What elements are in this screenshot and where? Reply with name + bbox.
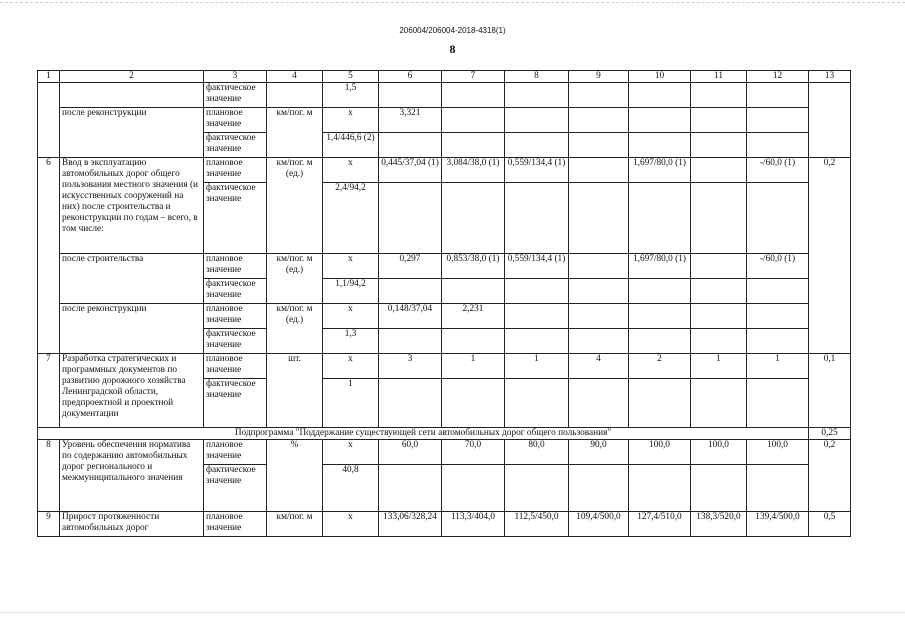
value-type-cell: плановое значение xyxy=(204,158,267,183)
value-cell: -/60,0 (1) xyxy=(747,254,809,279)
value-cell: 1 xyxy=(747,354,809,379)
value-cell xyxy=(569,183,629,254)
value-cell xyxy=(569,133,629,158)
value-cell xyxy=(747,329,809,354)
table-row xyxy=(38,512,851,537)
value-cell: 113,3/404,0 xyxy=(442,512,505,537)
value-type-cell: плановое значение xyxy=(204,304,267,329)
value-cell xyxy=(569,379,629,428)
value-cell: 138,3/520,0 xyxy=(691,512,747,537)
value-cell xyxy=(691,279,747,304)
value-cell xyxy=(629,83,691,108)
value-cell: 1 xyxy=(323,379,379,428)
value-cell xyxy=(747,465,809,512)
value-cell: х xyxy=(323,304,379,329)
value-cell xyxy=(747,183,809,254)
header-cell: 6 xyxy=(379,71,442,83)
value-cell: 60,0 xyxy=(379,440,442,465)
value-cell: 80,0 xyxy=(505,440,569,465)
row-name-cell xyxy=(60,83,204,108)
value-cell xyxy=(505,183,569,254)
value-cell: 0,445/37,04 (1) xyxy=(379,158,442,183)
value-cell xyxy=(747,108,809,133)
value-cell xyxy=(691,465,747,512)
unit-cell: % xyxy=(267,440,323,512)
value-cell xyxy=(379,465,442,512)
value-cell: -/60,0 (1) xyxy=(747,158,809,183)
value-cell xyxy=(691,254,747,279)
value-cell: 100,0 xyxy=(629,440,691,465)
header-cell: 5 xyxy=(323,71,379,83)
value-cell xyxy=(379,83,442,108)
subprogram-row xyxy=(38,428,851,440)
value-type-cell: фактическое значение xyxy=(204,329,267,354)
weight-cell: 0,25 xyxy=(809,428,851,440)
table-row xyxy=(38,440,851,465)
row-name-cell: Уровень обеспечения норматива по содержанию автомобильных дорог регионального и межмуниципального значения xyxy=(60,440,204,512)
value-cell: 90,0 xyxy=(569,440,629,465)
value-cell: 1,5 xyxy=(323,83,379,108)
header-cell: 10 xyxy=(629,71,691,83)
table-row xyxy=(38,354,851,379)
value-cell xyxy=(569,329,629,354)
value-cell xyxy=(569,279,629,304)
value-cell xyxy=(379,183,442,254)
value-cell xyxy=(747,83,809,108)
value-cell xyxy=(442,465,505,512)
value-type-cell: плановое значение xyxy=(204,108,267,133)
value-cell xyxy=(442,183,505,254)
value-cell xyxy=(505,83,569,108)
value-cell: 2 xyxy=(629,354,691,379)
row-number-cell xyxy=(38,108,60,158)
table-row xyxy=(38,108,851,133)
header-cell: 7 xyxy=(442,71,505,83)
weight-cell xyxy=(809,83,851,108)
row-number-cell: 8 xyxy=(38,440,60,512)
value-cell: 100,0 xyxy=(691,440,747,465)
value-cell xyxy=(505,279,569,304)
value-cell xyxy=(691,133,747,158)
unit-cell: км/пог. м xyxy=(267,108,323,158)
value-cell xyxy=(691,83,747,108)
row-name-cell: после строительства xyxy=(60,254,204,304)
value-cell xyxy=(569,254,629,279)
value-cell: 0,559/134,4 (1) xyxy=(505,254,569,279)
value-cell: х xyxy=(323,440,379,465)
subprogram-title: Подпрограмма "Поддержание существующей сети автомобильных дорог общего пользования" xyxy=(38,428,809,440)
value-cell xyxy=(379,133,442,158)
unit-cell xyxy=(267,83,323,108)
value-cell xyxy=(569,304,629,329)
top-dashed-rule xyxy=(0,2,905,3)
value-cell: 0,853/38,0 (1) xyxy=(442,254,505,279)
value-cell xyxy=(505,329,569,354)
unit-cell: км/пог. м (ед.) xyxy=(267,158,323,254)
indicators-table xyxy=(37,70,851,537)
value-cell xyxy=(505,133,569,158)
header-cell: 11 xyxy=(691,71,747,83)
value-cell xyxy=(691,304,747,329)
row-name-cell: после реконструкции xyxy=(60,304,204,354)
value-cell: 3,321 xyxy=(379,108,442,133)
value-cell: х xyxy=(323,108,379,133)
value-cell: 1 xyxy=(691,354,747,379)
value-cell: 1,697/80,0 (1) xyxy=(629,254,691,279)
row-name-cell: Прирост протяженности автомобильных дорог xyxy=(60,512,204,537)
bottom-rule xyxy=(0,612,905,613)
value-type-cell: фактическое значение xyxy=(204,183,267,254)
document-id: 206004/206004-2018-4318(1) xyxy=(399,26,506,35)
header-cell: 2 xyxy=(60,71,204,83)
value-cell: 70,0 xyxy=(442,440,505,465)
value-cell xyxy=(569,83,629,108)
value-type-cell: плановое значение xyxy=(204,354,267,379)
value-cell: х xyxy=(323,512,379,537)
value-cell xyxy=(505,304,569,329)
value-type-cell: фактическое значение xyxy=(204,379,267,428)
table-row xyxy=(38,83,851,108)
header-cell: 3 xyxy=(204,71,267,83)
table-row xyxy=(38,254,851,279)
value-cell: 100,0 xyxy=(747,440,809,465)
header-cell: 13 xyxy=(809,71,851,83)
value-cell: 0,559/134,4 (1) xyxy=(505,158,569,183)
value-cell xyxy=(691,329,747,354)
row-number-cell: 7 xyxy=(38,354,60,428)
value-cell: 112,5/450,0 xyxy=(505,512,569,537)
value-cell xyxy=(379,329,442,354)
value-cell: 127,4/510,0 xyxy=(629,512,691,537)
value-cell xyxy=(505,108,569,133)
value-cell xyxy=(747,379,809,428)
value-cell xyxy=(629,183,691,254)
value-cell xyxy=(629,108,691,133)
value-cell: 1 xyxy=(505,354,569,379)
value-cell: 1,1/94,2 xyxy=(323,279,379,304)
value-cell xyxy=(691,108,747,133)
unit-cell: шт. xyxy=(267,354,323,428)
value-cell xyxy=(442,133,505,158)
value-cell xyxy=(569,465,629,512)
value-cell xyxy=(691,158,747,183)
value-cell xyxy=(505,465,569,512)
value-cell xyxy=(442,329,505,354)
value-cell xyxy=(379,279,442,304)
header-cell: 8 xyxy=(505,71,569,83)
weight-cell: 0,5 xyxy=(809,512,851,537)
value-cell xyxy=(442,279,505,304)
value-cell xyxy=(747,133,809,158)
page-number: 8 xyxy=(449,42,456,56)
value-type-cell: плановое значение xyxy=(204,440,267,465)
unit-cell: км/пог. м (ед.) xyxy=(267,254,323,304)
value-cell xyxy=(569,158,629,183)
value-cell xyxy=(505,379,569,428)
value-type-cell: фактическое значение xyxy=(204,279,267,304)
value-cell xyxy=(691,183,747,254)
value-cell: 109,4/500,0 xyxy=(569,512,629,537)
value-cell xyxy=(442,108,505,133)
header-row xyxy=(38,71,851,83)
value-cell: 0,297 xyxy=(379,254,442,279)
value-cell: 2,4/94,2 xyxy=(323,183,379,254)
table-row xyxy=(38,304,851,329)
header-cell: 12 xyxy=(747,71,809,83)
unit-cell: км/пог. м (ед.) xyxy=(267,304,323,354)
header-cell: 1 xyxy=(38,71,60,83)
value-type-cell: фактическое значение xyxy=(204,83,267,108)
value-cell xyxy=(629,465,691,512)
row-number-cell xyxy=(38,83,60,108)
value-cell xyxy=(629,133,691,158)
unit-cell: км/пог. м xyxy=(267,512,323,537)
row-number-cell: 9 xyxy=(38,512,60,537)
value-cell: 2,231 xyxy=(442,304,505,329)
value-cell: х xyxy=(323,354,379,379)
value-cell: 3 xyxy=(379,354,442,379)
value-type-cell: плановое значение xyxy=(204,512,267,537)
value-cell: 1 xyxy=(442,354,505,379)
row-name-cell: Ввод в эксплуатацию автомобильных дорог общего пользования местного значения (и искусственных сооружений на них) после строительства и реконструкции по годам – всего, в том числе: xyxy=(60,158,204,254)
value-cell: 4 xyxy=(569,354,629,379)
row-name-cell: после реконструкции xyxy=(60,108,204,158)
value-cell: 3,084/38,0 (1) xyxy=(442,158,505,183)
value-cell xyxy=(629,304,691,329)
value-cell: х xyxy=(323,254,379,279)
value-cell: х xyxy=(323,158,379,183)
value-cell: 139,4/500,0 xyxy=(747,512,809,537)
value-cell xyxy=(629,279,691,304)
header-cell: 9 xyxy=(569,71,629,83)
value-type-cell: фактическое значение xyxy=(204,133,267,158)
value-cell xyxy=(629,329,691,354)
value-cell xyxy=(691,379,747,428)
row-number-cell: 6 xyxy=(38,158,60,354)
value-cell xyxy=(747,279,809,304)
weight-cell: 0,2 xyxy=(809,440,851,512)
weight-cell: 0,2 xyxy=(809,158,851,354)
weight-cell: 0,1 xyxy=(809,354,851,428)
value-cell xyxy=(442,379,505,428)
row-name-cell: Разработка стратегических и программных документов по развитию дорожного хозяйства Ленинградской области, предпроектной и проектной документации xyxy=(60,354,204,428)
weight-cell xyxy=(809,108,851,158)
table-row xyxy=(38,158,851,183)
value-cell xyxy=(569,108,629,133)
value-cell: 0,148/37,04 xyxy=(379,304,442,329)
value-cell: 1,697/80,0 (1) xyxy=(629,158,691,183)
header-cell: 4 xyxy=(267,71,323,83)
value-cell: 40,8 xyxy=(323,465,379,512)
value-cell xyxy=(442,83,505,108)
value-cell xyxy=(629,379,691,428)
value-type-cell: плановое значение xyxy=(204,254,267,279)
value-cell: 1,3 xyxy=(323,329,379,354)
value-cell xyxy=(379,379,442,428)
value-cell: 133,06/328,24 xyxy=(379,512,442,537)
value-cell: 1,4/446,6 (2) xyxy=(323,133,379,158)
value-cell xyxy=(747,304,809,329)
value-type-cell: фактическое значение xyxy=(204,465,267,512)
